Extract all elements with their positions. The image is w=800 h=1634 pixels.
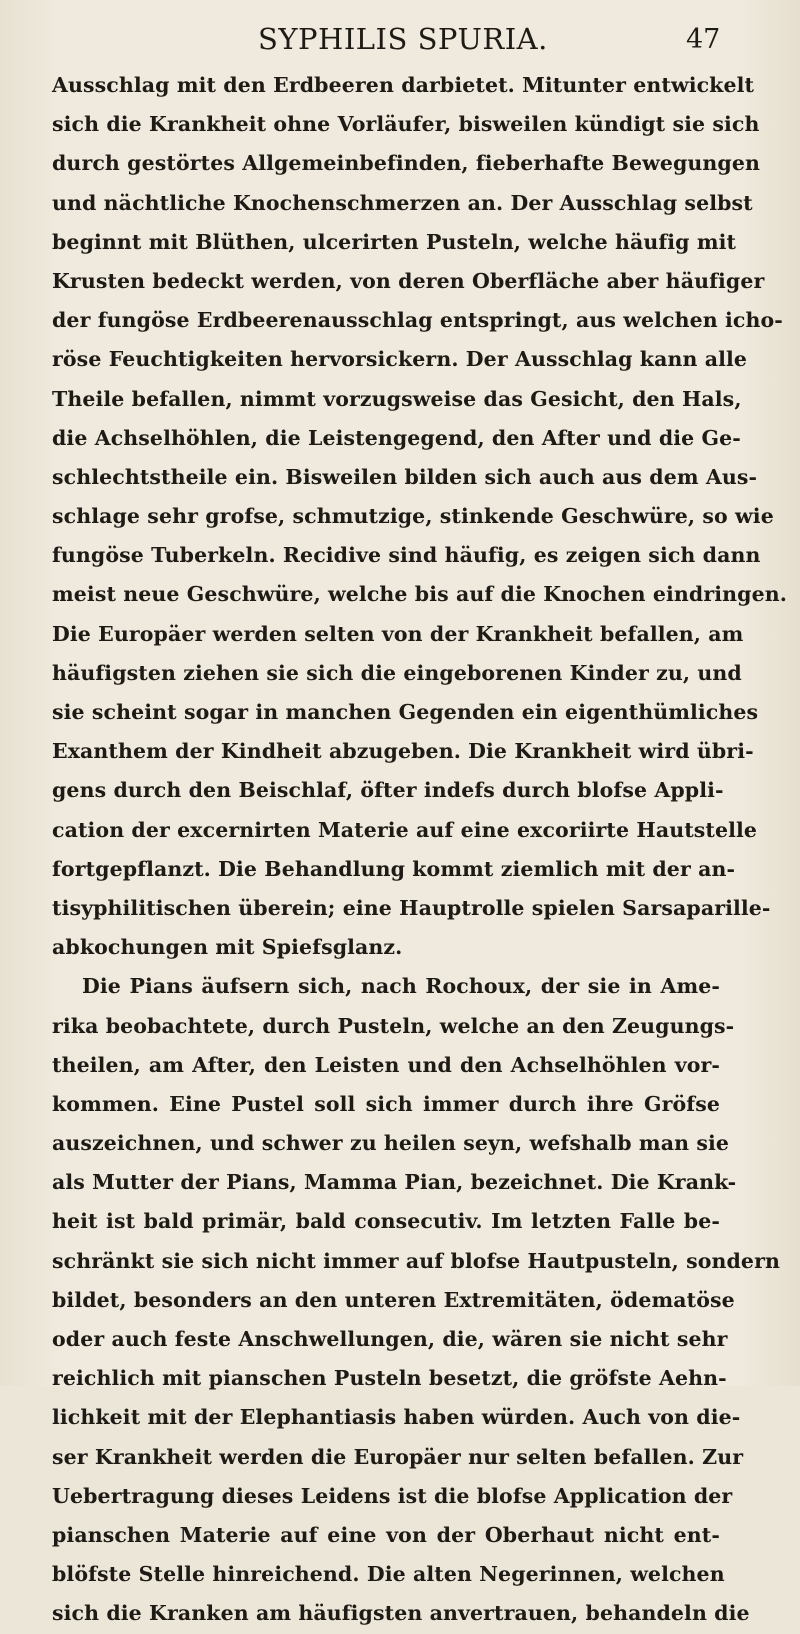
text-line: Theile befallen, nimmt vorzugsweise das Gesicht, den Hals, — [52, 386, 742, 411]
text-line: schränkt sie sich nicht immer auf blofse Hautpusteln, sondern — [52, 1248, 780, 1273]
text-line: als Mutter der Pians, Mamma Pian, bezeichnet. Die Krank- — [52, 1170, 737, 1195]
text-line: und nächtliche Knochenschmerzen an. Der Ausschlag selbst — [52, 190, 753, 215]
text-line: reichlich mit pianschen Pusteln besetzt, die gröfste Aehn- — [52, 1366, 727, 1391]
text-line: heit ist bald primär, bald consecutiv. Im letzten Falle be- — [52, 1209, 720, 1234]
text-line: oder auch feste Anschwellungen, die, wären sie nicht sehr — [52, 1327, 728, 1351]
text-line: meist neue Geschwüre, welche bis auf die Knochen eindringen. — [52, 582, 787, 607]
text-line: blöfste Stelle hinreichend. Die alten Negerinnen, welchen — [52, 1562, 725, 1587]
text-line: cation der excernirten Materie auf eine excoriirte Hautstelle — [52, 817, 758, 842]
text-line: röse Feuchtigkeiten hervorsickern. Der Ausschlag kann alle — [52, 347, 748, 372]
running-head: SYPHILIS SPURIA. — [258, 22, 548, 56]
paragraph-start-line: Die Pians äufsern sich, nach Rochoux, der sie in Ame- — [82, 974, 720, 999]
text-line: die Achselhöhlen, die Leistengegend, den After und die Ge- — [52, 425, 741, 450]
text-line: fungöse Tuberkeln. Recidive sind häufig, es zeigen sich dann — [52, 543, 761, 568]
text-line: gens durch den Beischlaf, öfter indefs durch blofse Appli- — [52, 778, 724, 803]
text-line: schlechtstheile ein. Bisweilen bilden sich auch aus dem Aus- — [52, 464, 758, 489]
text-line: Krusten bedeckt werden, von deren Oberfläche aber häufiger — [52, 268, 765, 293]
text-line: schlage sehr grofse, schmutzige, stinkende Geschwüre, so wie — [52, 504, 774, 529]
text-line: beginnt mit Blüthen, ulcerirten Pusteln, welche häufig mit — [52, 229, 737, 254]
text-line: fortgepflanzt. Die Behandlung kommt ziemlich mit der an- — [52, 856, 736, 881]
text-line: abkochungen mit Spiefsglanz. — [52, 935, 403, 960]
text-line: sich die Kranken am häufigsten anvertrauen, behandeln die — [52, 1601, 750, 1626]
text-line: Ausschlag mit den Erdbeeren darbietet. Mitunter entwickelt — [52, 73, 755, 97]
body-text — [52, 66, 787, 1634]
text-line: bildet, besonders an den unteren Extremitäten, ödematöse — [52, 1287, 735, 1312]
text-line: tisyphilitischen überein; eine Hauptrolle spielen Sarsaparille- — [52, 895, 771, 920]
text-line: auszeichnen, und schwer zu heilen seyn, wefshalb man sie — [52, 1131, 729, 1156]
text-line: Exanthem der Kindheit abzugeben. Die Krankheit wird übri- — [52, 739, 754, 764]
text-line: pianschen Materie auf eine von der Oberhaut nicht ent- — [52, 1522, 720, 1547]
page-header — [0, 22, 800, 62]
text-line: sich die Krankheit ohne Vorläufer, bisweilen kündigt sie sich — [52, 112, 760, 137]
page-number: 47 — [686, 24, 721, 55]
text-line: rika beobachtete, durch Pusteln, welche an den Zeugungs- — [52, 1013, 735, 1038]
text-line: kommen. Eine Pustel soll sich immer durch ihre Gröfse — [52, 1091, 720, 1116]
text-line: sie scheint sogar in manchen Gegenden ein eigenthümliches — [52, 700, 759, 724]
text-line: der fungöse Erdbeerenausschlag entspringt, aus welchen icho- — [52, 308, 783, 333]
text-line: durch gestörtes Allgemeinbefinden, fieberhafte Bewegungen — [52, 151, 761, 176]
text-line: Uebertragung dieses Leidens ist die blofse Application der — [52, 1483, 733, 1508]
text-line: Die Europäer werden selten von der Krankheit befallen, am — [52, 621, 744, 646]
text-line: lichkeit mit der Elephantiasis haben würden. Auch von die- — [52, 1405, 741, 1430]
text-line: theilen, am After, den Leisten und den Achselhöhlen vor- — [52, 1052, 720, 1077]
text-line: häufigsten ziehen sie sich die eingeborenen Kinder zu, und — [52, 660, 742, 685]
text-line: ser Krankheit werden die Europäer nur selten befallen. Zur — [52, 1444, 744, 1469]
